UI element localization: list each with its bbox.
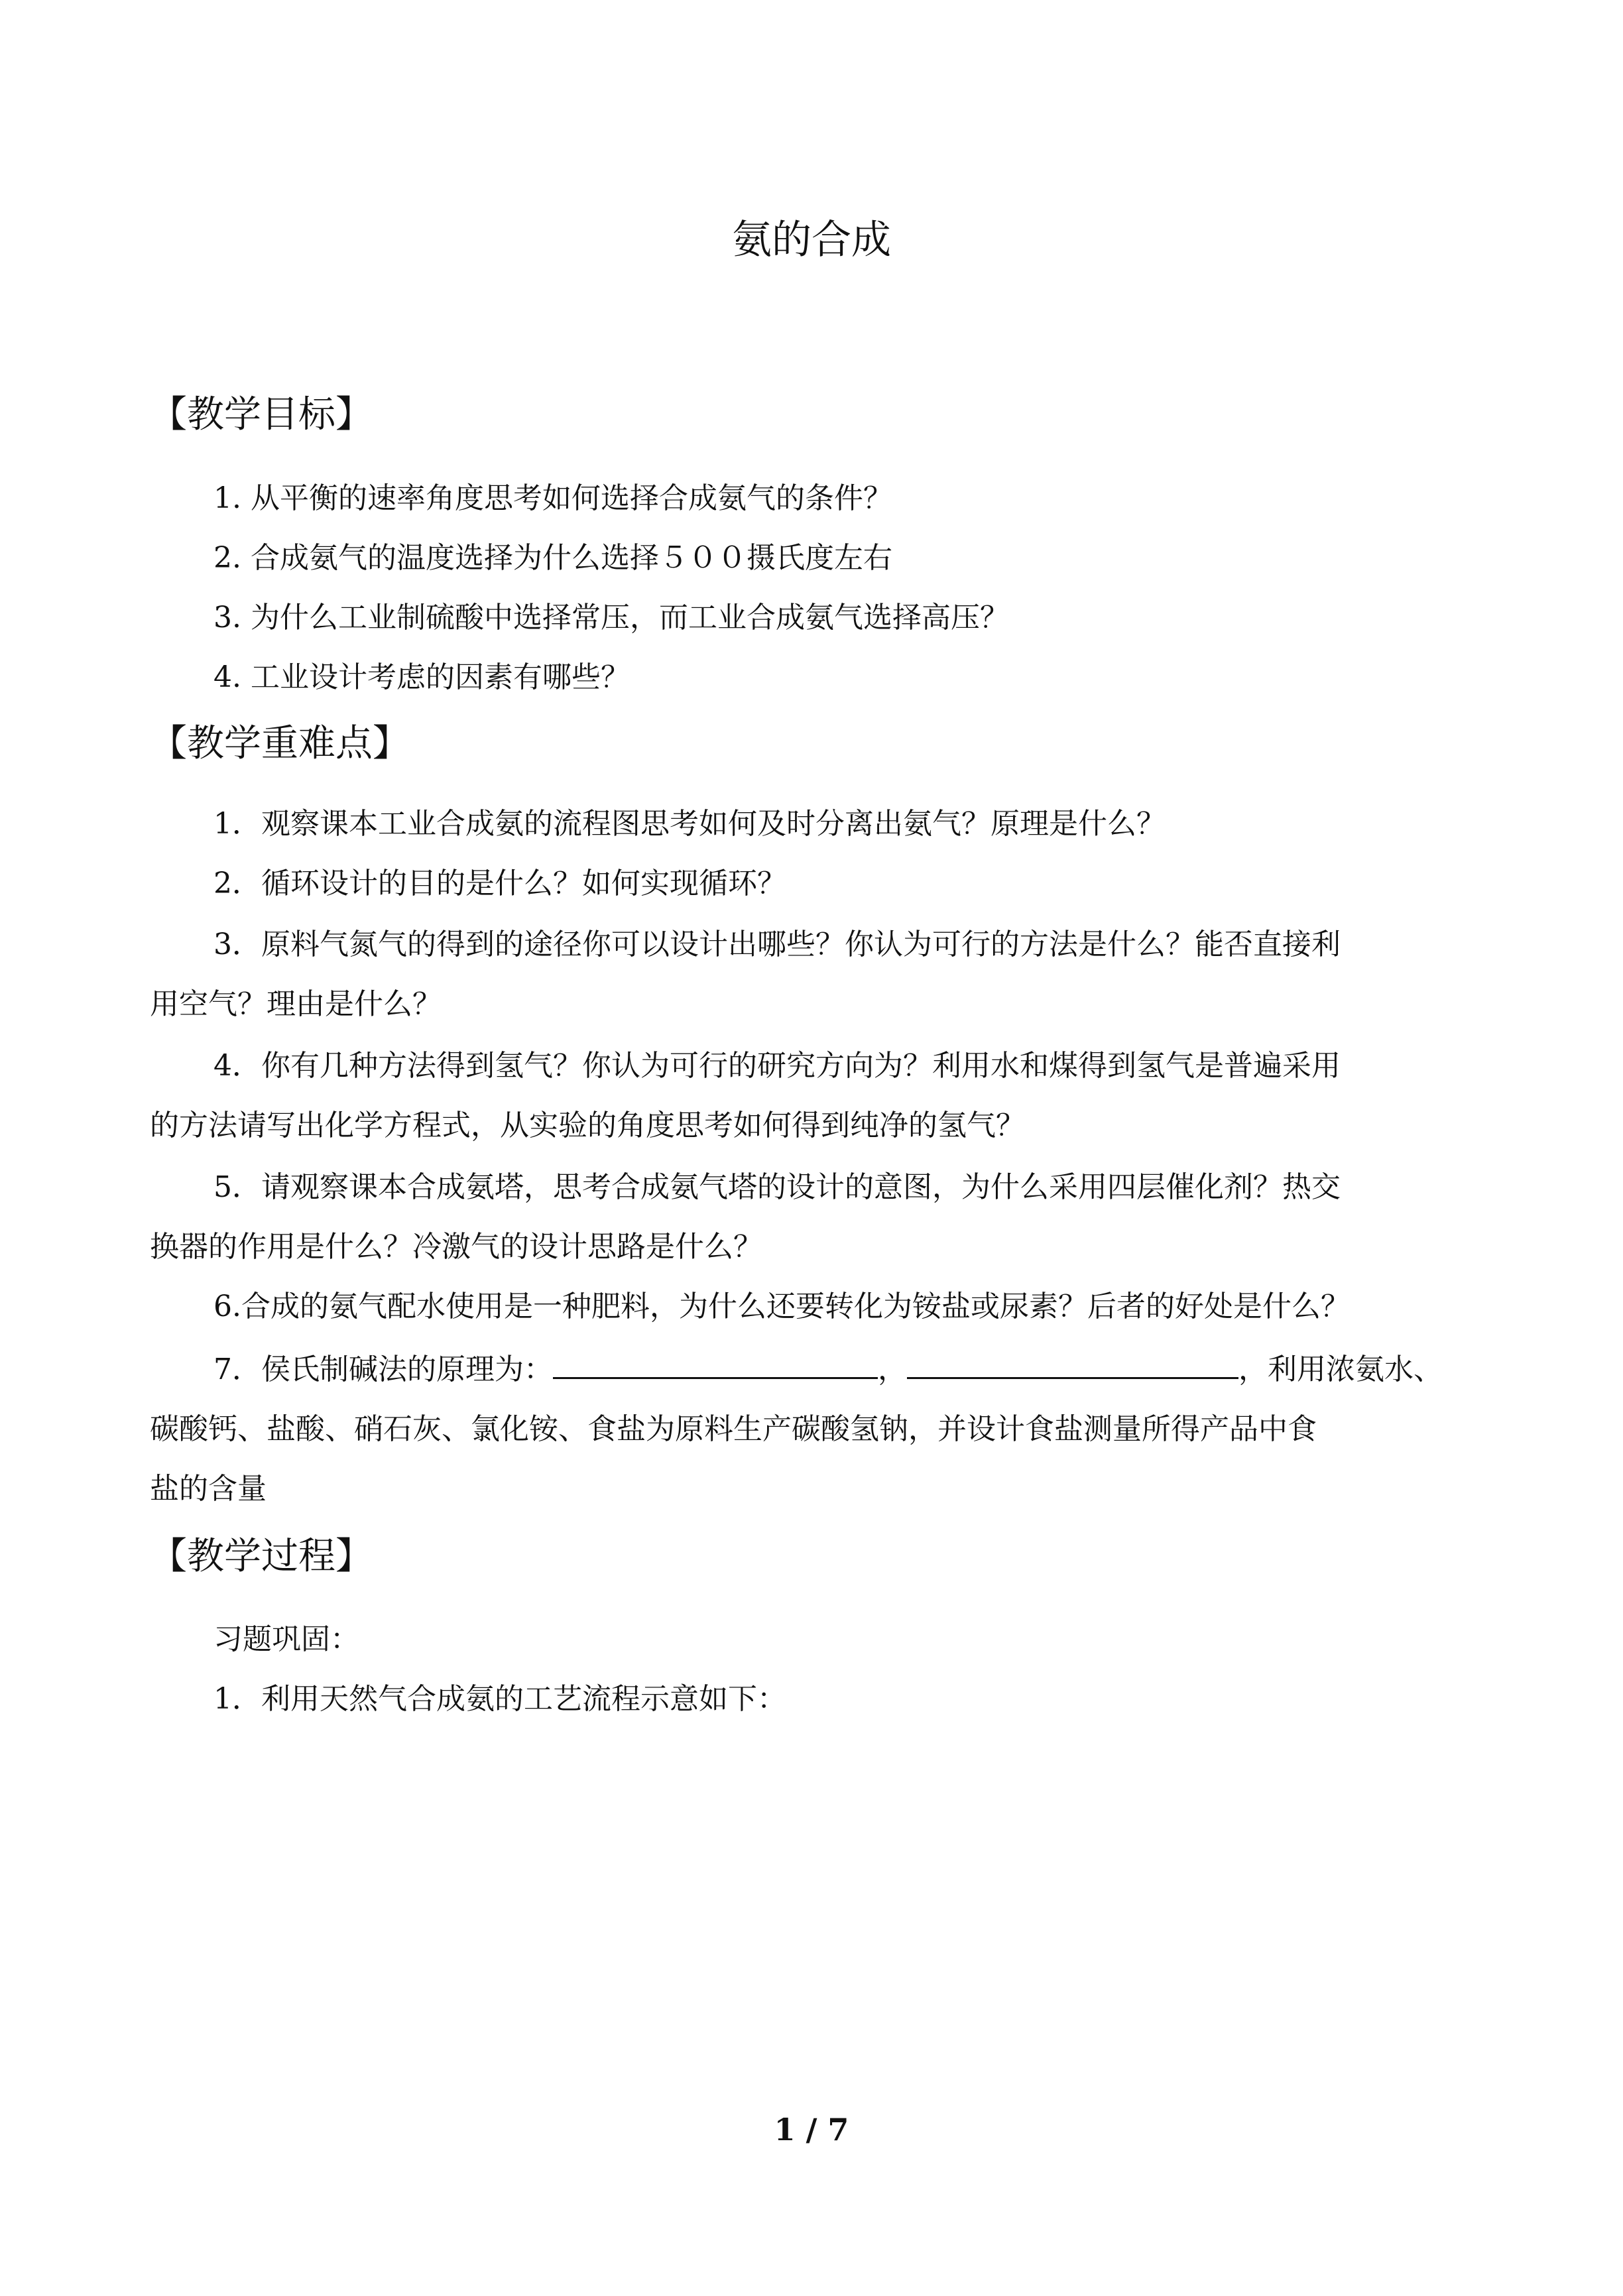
answer-blank-1[interactable] [553, 1348, 878, 1379]
page-number: 1 / 7 [774, 2112, 849, 2147]
key-point-item: 1．观察课本工业合成氨的流程图思考如何及时分离出氨气？原理是什么？ [213, 807, 1166, 841]
key-point-item-continued: 碳酸钙、盐酸、硝石灰、氯化铵、食盐为原料生产碳酸氢钠，并设计食盐测量所得产品中食 [150, 1412, 1317, 1446]
q7-prefix: 7．侯氏制碱法的原理为： [213, 1353, 553, 1386]
q7-suffix: ，利用浓氨水、 [1238, 1353, 1443, 1386]
exercise-item: 1．利用天然气合成氨的工艺流程示意如下： [213, 1682, 786, 1716]
key-point-item: 4．你有几种方法得到氢气？你认为可行的研究方向为？利用水和煤得到氢气是普遍采用 [213, 1049, 1341, 1083]
key-point-item-continued: 的方法请写出化学方程式，从实验的角度思考如何得到纯净的氢气？ [150, 1109, 1025, 1142]
page-title: 氨的合成 [732, 217, 891, 263]
key-point-item-continued: 盐的含量 [150, 1472, 267, 1506]
section-heading-key-points: 【教学重难点】 [150, 722, 410, 765]
key-point-item-continued: 换器的作用是什么？冷激气的设计思路是什么？ [150, 1230, 762, 1264]
objective-item: 1. 从平衡的速率角度思考如何选择合成氨气的条件？ [213, 481, 892, 515]
objective-item: 3. 为什么工业制硫酸中选择常压，而工业合成氨气选择高压？ [213, 601, 1009, 634]
key-point-item: 5．请观察课本合成氨塔，思考合成氨气塔的设计的意图，为什么采用四层催化剂？热交 [213, 1170, 1341, 1204]
objective-item: 4. 工业设计考虑的因素有哪些？ [213, 660, 630, 694]
section-heading-objectives: 【教学目标】 [150, 393, 373, 436]
section-heading-process: 【教学过程】 [150, 1535, 373, 1578]
key-point-item-continued: 用空气？理由是什么？ [150, 987, 442, 1021]
key-point-item: 6.合成的氨气配水使用是一种肥料，为什么还要转化为铵盐或尿素？后者的好处是什么？ [213, 1290, 1350, 1323]
key-point-item-fill-in [213, 1348, 1443, 1390]
exercise-label: 习题巩固： [213, 1622, 359, 1656]
q7-separator: ， [878, 1353, 907, 1386]
key-point-item: 2．循环设计的目的是什么？如何实现循环？ [213, 867, 786, 900]
key-point-item: 3．原料气氮气的得到的途径你可以设计出哪些？你认为可行的方法是什么？能否直接利 [213, 928, 1341, 961]
answer-blank-2[interactable] [907, 1348, 1238, 1379]
objective-item: 2. 合成氨气的温度选择为什么选择５００摄氏度左右 [213, 541, 892, 575]
